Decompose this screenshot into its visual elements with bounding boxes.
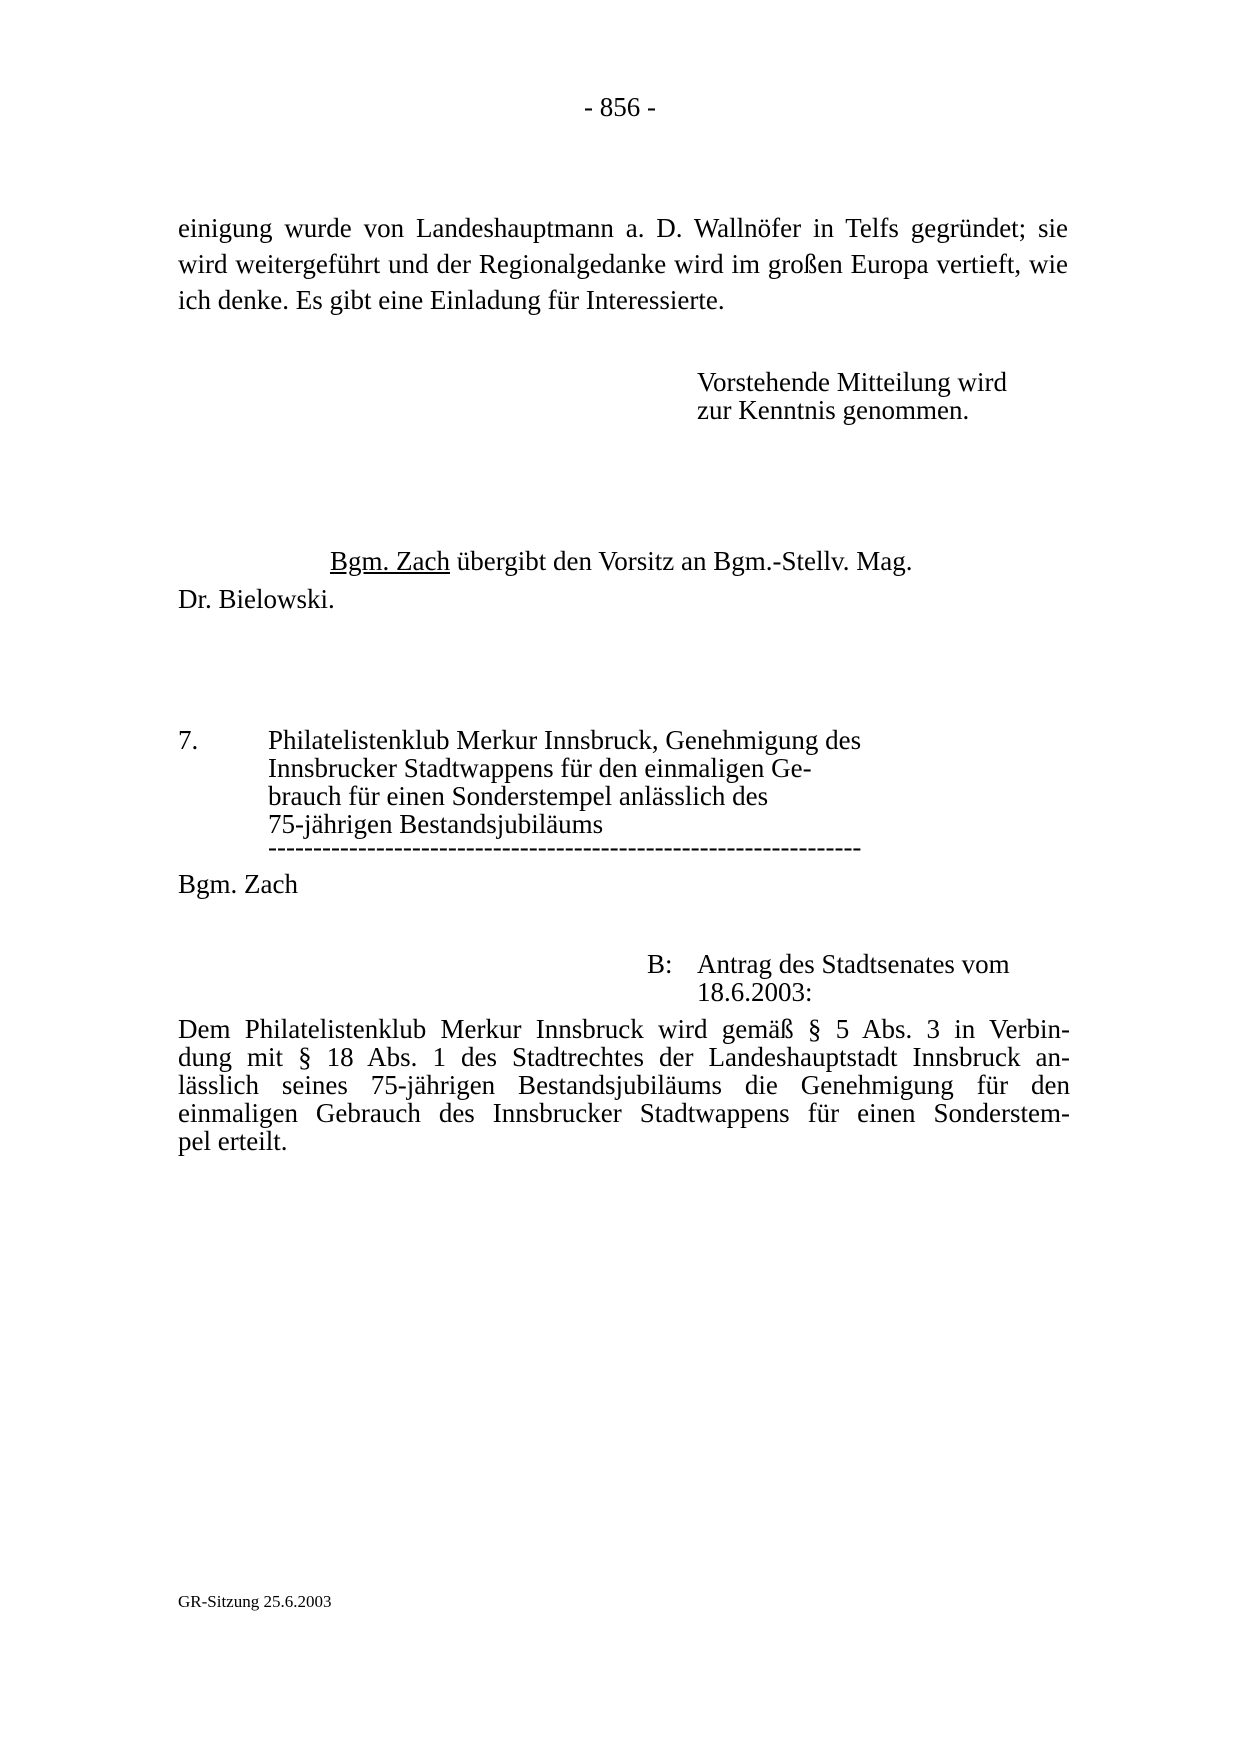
resolution-note-line-1: Vorstehende Mitteilung wird (697, 367, 1007, 397)
chair-transfer-line-2: Dr. Bielowski. (178, 584, 335, 614)
resolution-note (697, 368, 1097, 424)
rapporteur: Bgm. Zach (178, 869, 298, 899)
agenda-item-number: 7. (178, 725, 199, 755)
motion-heading-line-2: 18.6.2003: (697, 977, 813, 1007)
chair-transfer-text: übergibt den Vorsitz an Bgm.-Stellv. Mag. (449, 546, 913, 576)
footer: GR-Sitzung 25.6.2003 (178, 1592, 332, 1611)
agenda-title-line: Philatelistenklub Merkur Innsbruck, Genehmigung des (268, 725, 862, 755)
agenda-title-line: Innsbrucker Stadtwappens für den einmaligen Ge- (268, 753, 812, 783)
agenda-item-title (268, 726, 968, 838)
motion-heading (697, 950, 1097, 1006)
motion-text-line: lässlich seines 75-jährigen Bestandsjubiläums die Genehmigung für den (178, 1070, 1070, 1100)
motion-text-last-line: pel erteilt. (178, 1126, 288, 1156)
page-number: - 856 - (584, 92, 656, 122)
agenda-title-line: brauch für einen Sonderstempel anlässlich des (268, 781, 769, 811)
motion-text-line: einmaligen Gebrauch des Innsbrucker Stadtwappens für einen Sonderstem- (178, 1098, 1070, 1128)
motion-label: B: (647, 949, 673, 979)
motion-heading-line-1: Antrag des Stadtsenates vom (697, 949, 1010, 979)
resolution-note-line-2: zur Kenntnis genommen. (697, 395, 970, 425)
agenda-title-line: 75-jährigen Bestandsjubiläums (268, 809, 604, 839)
agenda-separator: ------------------------------------------------------------------ (268, 833, 862, 861)
intro-paragraph: einigung wurde von Landeshauptmann a. D. Wallnöfer in Telfs gegründet; sie wird weitergeführt und der Regionalgedanke wird im großen Europa vertieft, wie ich denke. Es gibt eine Einladung für Interessierte. (178, 213, 1068, 315)
speaker-name: Bgm. Zach (330, 546, 450, 576)
motion-text-line: Dem Philatelistenklub Merkur Innsbruck wird gemäß § 5 Abs. 3 in Verbin- (178, 1014, 1070, 1044)
chair-transfer (330, 543, 1130, 579)
motion-text-line: dung mit § 18 Abs. 1 des Stadtrechtes der Landeshauptstadt Innsbruck an- (178, 1042, 1070, 1072)
motion-text (178, 1015, 1070, 1155)
